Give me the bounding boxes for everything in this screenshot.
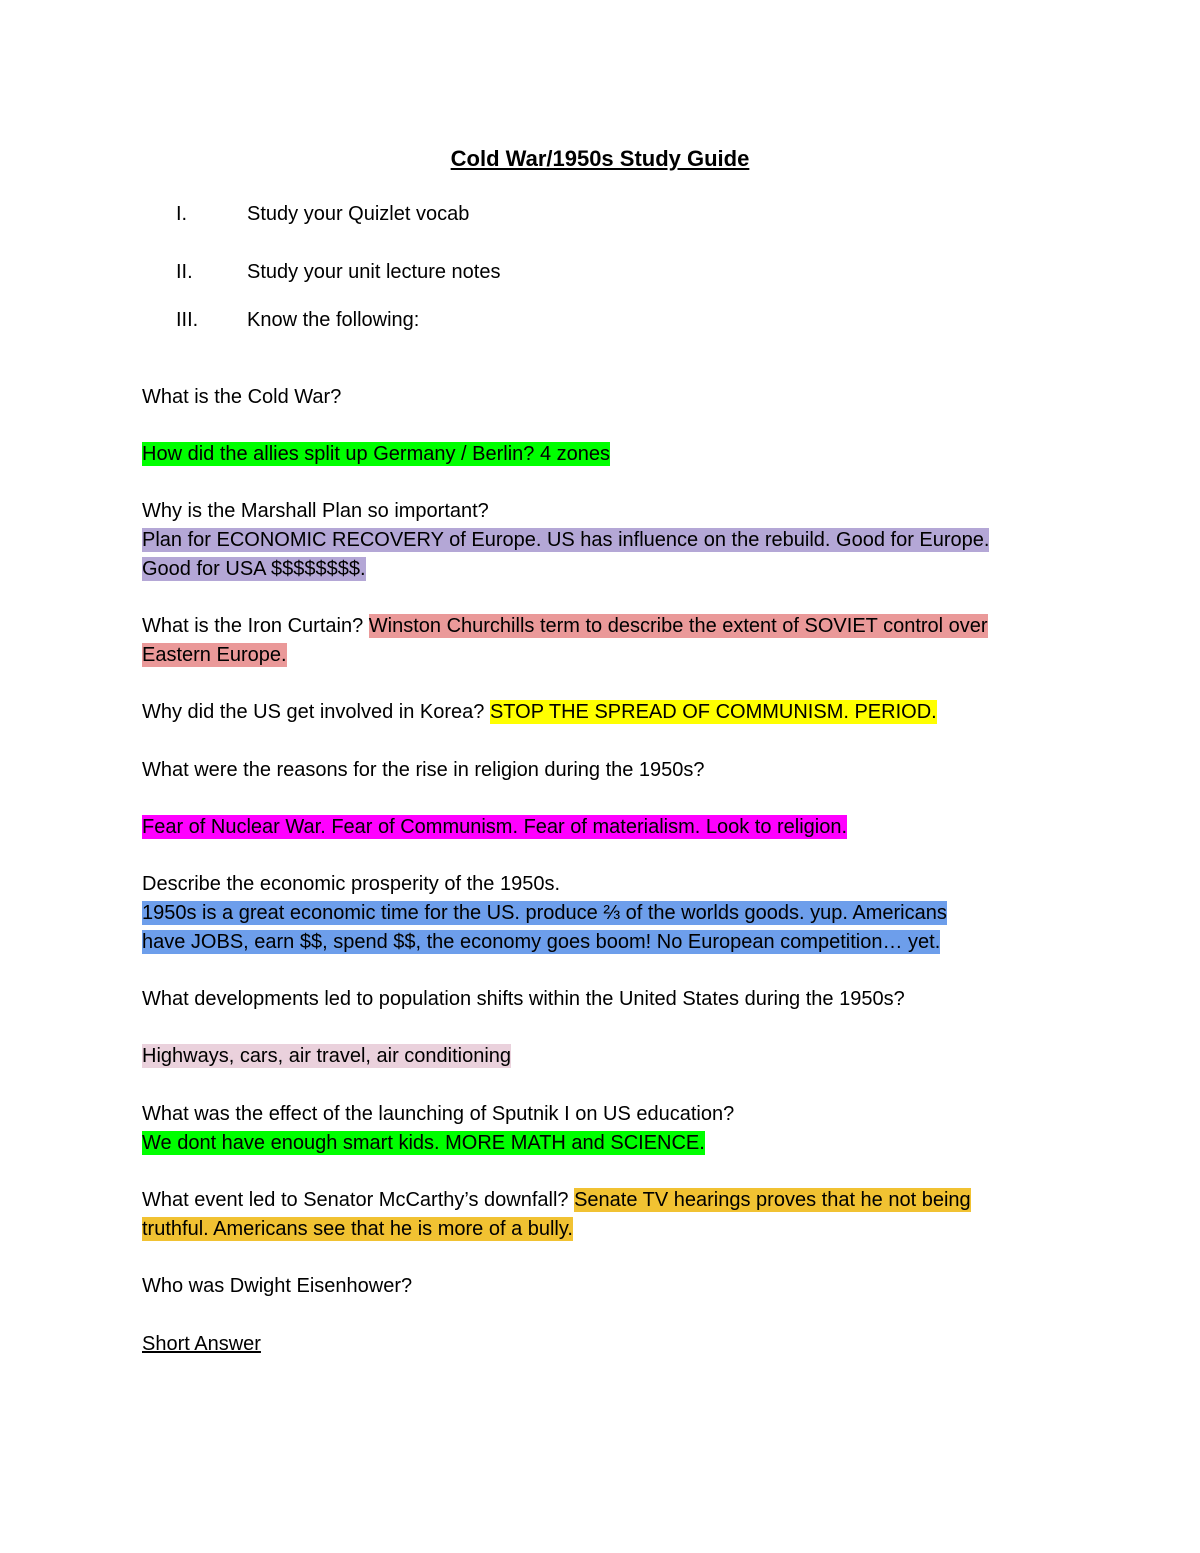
answer-sputnik: We dont have enough smart kids. MORE MATH and SCIENCE. [142,1132,705,1154]
answer-mccarthy-1: Senate TV hearings proves that he not being [574,1189,971,1211]
answer-population-line [142,1042,511,1071]
question-religion: What were the reasons for the rise in religion during the 1950s? [142,759,705,781]
answer-highlight-germany: How did the allies split up Germany / Berlin? 4 zones [142,443,611,465]
question-marshall-plan: Why is the Marshall Plan so important? [142,500,489,522]
answer-korea: STOP THE SPREAD OF COMMUNISM. PERIOD. [489,701,937,723]
answer-religion: Fear of Nuclear War. Fear of Communism. Fear of materialism. Look to religion. [142,816,848,838]
answer-mccarthy-2: truthful. Americans see that he is more of a bully. [142,1218,573,1240]
list-numeral-3: III. [176,309,199,331]
question-mccarthy: What event led to Senator McCarthy’s downfall? Senate TV hearings proves that he not being [142,1189,971,1211]
short-answer-heading: Short Answer [142,1333,261,1355]
list-item-lecture-notes: Study your unit lecture notes [247,261,501,283]
answer-marshall-plan-1: Plan for ECONOMIC RECOVERY of Europe. US has influence on the rebuild. Good for Europe. [142,529,990,551]
question-population-shifts: What developments led to population shifts within the United States during the 1950s? [142,988,905,1010]
list-item-know-following: Know the following: [247,309,420,331]
question-iron-curtain: What is the Iron Curtain? Winston Churchills term to describe the extent of SOVIET control over [142,615,988,637]
answer-iron-curtain-1: Winston Churchills term to describe the extent of SOVIET control over [368,615,988,637]
question-cold-war: What is the Cold War? [142,386,342,408]
answer-mccarthy-line2 [142,1215,573,1244]
answer-population: Highways, cars, air travel, air conditioning [142,1045,512,1067]
document-title: Cold War/1950s Study Guide [450,146,750,171]
list-item-quizlet: Study your Quizlet vocab [247,203,470,225]
question-sputnik: What was the effect of the launching of Sputnik I on US education? [142,1103,735,1125]
answer-prosperity-2: have JOBS, earn $$, spend $$, the economy goes boom! No European competition… yet. [142,931,941,953]
answer-sputnik-line [142,1129,705,1158]
answer-marshall-plan-2: Good for USA $$$$$$$$. [142,558,366,580]
list-numeral-1: I. [176,203,188,225]
answer-iron-curtain-2: Eastern Europe. [142,644,287,666]
answer-religion-line [142,813,847,842]
question-korea: Why did the US get involved in Korea? STOP THE SPREAD OF COMMUNISM. PERIOD. [142,701,937,723]
question-prosperity: Describe the economic prosperity of the 1950s. [142,873,560,895]
question-eisenhower: Who was Dwight Eisenhower? [142,1275,413,1297]
answer-iron-curtain-line2 [142,641,287,670]
list-numeral-2: II. [176,261,193,283]
question-germany-split [142,440,610,469]
answer-prosperity-1: 1950s is a great economic time for the US. produce ⅔ of the worlds goods. yup. Americans [142,902,947,924]
